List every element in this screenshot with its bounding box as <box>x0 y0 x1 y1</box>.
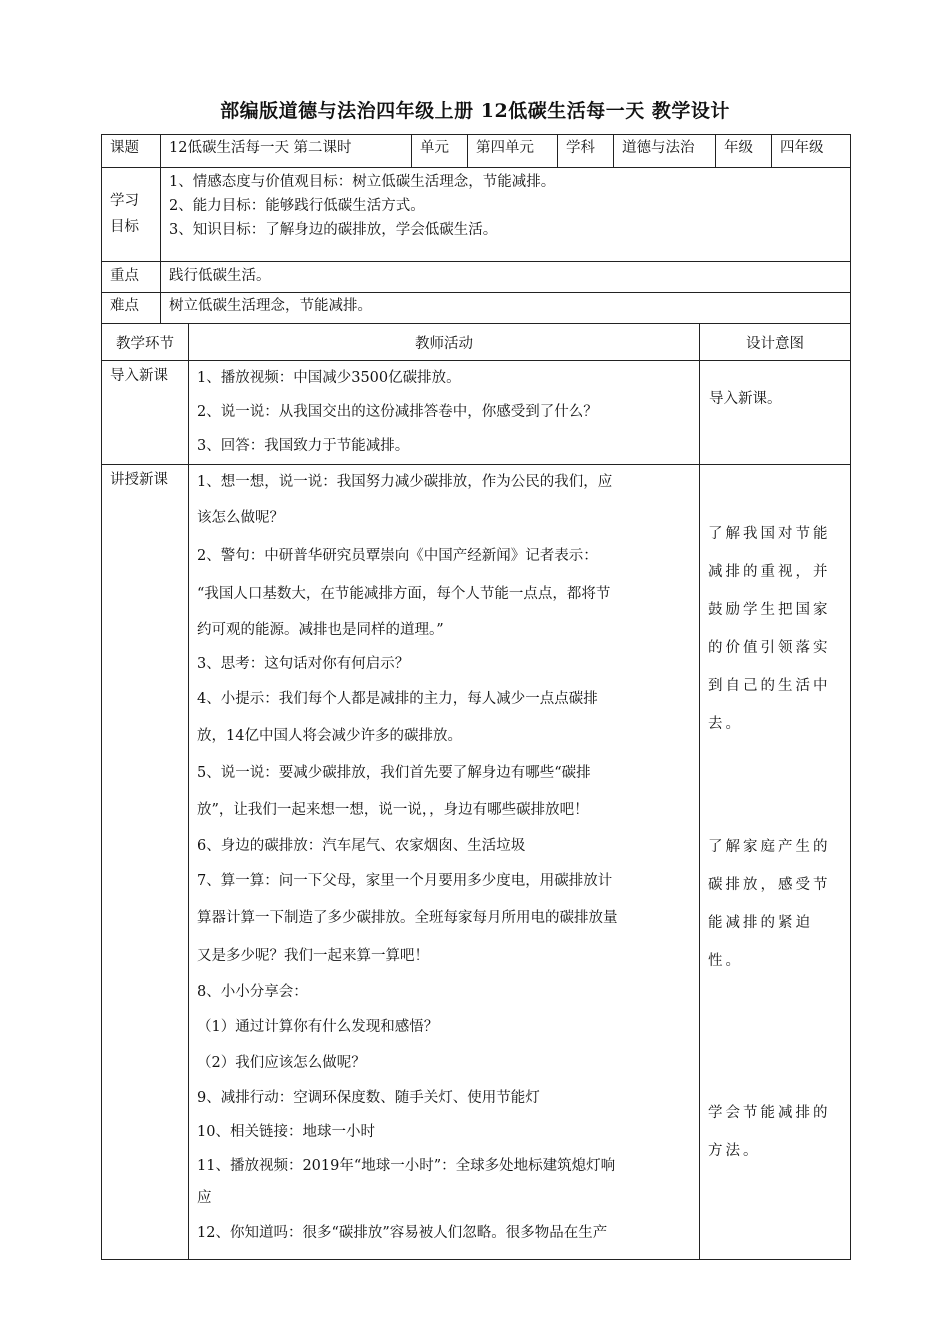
design-line: 学会节能减排的 <box>708 1105 831 1121</box>
key-label: 重点 <box>102 262 161 293</box>
difficulty-label: 难点 <box>102 293 161 324</box>
process-header-row <box>102 324 851 361</box>
activity-line: 12、你知道吗：很多“碳排放”容易被人们忽略。很多物品在生产 <box>197 1225 608 1241</box>
design-line: 了解家庭产生的 <box>708 839 831 855</box>
process-table <box>101 323 851 1260</box>
intro-activity <box>189 361 700 465</box>
teach-design <box>700 465 851 1260</box>
activity-line: 4、小提示：我们每个人都是减排的主力，每人减少一点点碳排 <box>197 691 598 707</box>
activity-line: “我国人口基数大，在节能减排方面，每个人节能一点点，都将节 <box>197 586 611 602</box>
activity-line: 6、身边的碳排放：汽车尾气、农家烟囱、生活垃圾 <box>197 838 526 854</box>
activity-line: （1）通过计算你有什么发现和感悟？ <box>197 1019 439 1035</box>
subject-value: 道德与法治 <box>614 135 716 168</box>
design-line: 减排的重视，并 <box>708 564 831 580</box>
activity-line: 放”，让我们一起来想一想，说一说，，身边有哪些碳排放吧！ <box>197 802 589 818</box>
design-line: 去。 <box>708 716 743 732</box>
topic-value: 12低碳生活每一天 第二课时 <box>161 135 412 168</box>
activity-line: 应 <box>197 1190 212 1206</box>
design-line: 的价值引领落实 <box>708 640 831 656</box>
goals-content <box>161 168 851 262</box>
process-row-teach <box>102 465 851 1260</box>
activity-line: 11、播放视频：2019年“地球一小时”：全球多处地标建筑熄灯响 <box>197 1158 616 1174</box>
activity-line: 5、说一说：要减少碳排放，我们首先要了解身边有哪些“碳排 <box>197 765 591 781</box>
activity-line: 算器计算一下制造了多少碳排放。全班每家每月所用电的碳排放量 <box>197 910 618 926</box>
design-note-2 <box>700 828 850 980</box>
unit-value: 第四单元 <box>468 135 558 168</box>
topic-label: 课题 <box>102 135 161 168</box>
activity-line: 放，14亿中国人将会减少许多的碳排放。 <box>197 728 462 744</box>
intro-design: 导入新课。 <box>700 361 851 465</box>
goal-item: 1、情感态度与价值观目标：树立低碳生活理念，节能减排。 <box>169 174 556 190</box>
activity-line: 2、说一说：从我国交出的这份减排答卷中，你感受到了什么？ <box>197 404 598 420</box>
design-line: 碳排放，感受节 <box>708 877 831 893</box>
activity-line: 3、思考：这句话对你有何启示？ <box>197 656 410 672</box>
activity-line: 1、想一想，说一说：我国努力减少碳排放，作为公民的我们，应 <box>197 474 613 490</box>
info-row-difficulty <box>102 293 851 324</box>
header-stage: 教学环节 <box>102 324 189 361</box>
teach-activity <box>189 465 700 1260</box>
activity-line: 10、相关链接：地球一小时 <box>197 1124 375 1140</box>
design-note-1 <box>700 515 850 743</box>
activity-line: 8、小小分享会： <box>197 984 308 1000</box>
activity-line: 3、回答：我国致力于节能减排。 <box>197 438 410 454</box>
page-title: 部编版道德与法治四年级上册 12低碳生活每一天 教学设计 <box>220 100 730 122</box>
stage-intro: 导入新课 <box>102 361 189 465</box>
design-line: 方法。 <box>708 1143 761 1159</box>
design-line: 了解我国对节能 <box>708 526 831 542</box>
activity-line: 又是多少呢？我们一起来算一算吧！ <box>197 948 429 964</box>
goals-label-line-2: 目标 <box>110 219 139 235</box>
stage-teach: 讲授新课 <box>102 465 189 1260</box>
activity-line: （2）我们应该怎么做呢？ <box>197 1055 366 1071</box>
goals-label-line-1: 学习 <box>110 193 139 209</box>
activity-line: 1、播放视频：中国减少3500亿碳排放。 <box>197 370 461 386</box>
info-row-key <box>102 262 851 293</box>
info-row-goals <box>102 168 851 262</box>
design-note-3 <box>700 1094 850 1170</box>
subject-label: 学科 <box>558 135 614 168</box>
goal-item: 2、能力目标：能够践行低碳生活方式。 <box>169 198 425 214</box>
activity-line: 7、算一算：问一下父母，家里一个月要用多少度电，用碳排放计 <box>197 873 613 889</box>
activity-line: 9、减排行动：空调环保度数、随手关灯、使用节能灯 <box>197 1090 540 1106</box>
grade-label: 年级 <box>716 135 772 168</box>
goal-item: 3、知识目标：了解身边的碳排放，学会低碳生活。 <box>169 222 498 238</box>
difficulty-value: 树立低碳生活理念，节能减排。 <box>161 293 851 324</box>
design-line: 能减排的紧迫 <box>708 915 813 931</box>
header-design-intent: 设计意图 <box>700 324 851 361</box>
design-line: 鼓励学生把国家 <box>708 602 831 618</box>
goals-label <box>102 168 161 262</box>
key-value: 践行低碳生活。 <box>161 262 851 293</box>
design-line: 到自己的生活中 <box>708 678 831 694</box>
info-row-topic <box>102 135 851 168</box>
activity-line: 约可观的能源。减排也是同样的道理。” <box>197 622 444 638</box>
process-row-intro <box>102 361 851 465</box>
grade-value: 四年级 <box>772 135 851 168</box>
info-table <box>101 134 851 324</box>
header-teacher-activity: 教师活动 <box>189 324 700 361</box>
activity-line: 2、警句：中研普华研究员覃崇向《中国产经新闻》记者表示： <box>197 548 598 564</box>
design-line: 性。 <box>708 953 743 969</box>
activity-line: 该怎么做呢？ <box>197 510 284 526</box>
unit-label: 单元 <box>412 135 468 168</box>
